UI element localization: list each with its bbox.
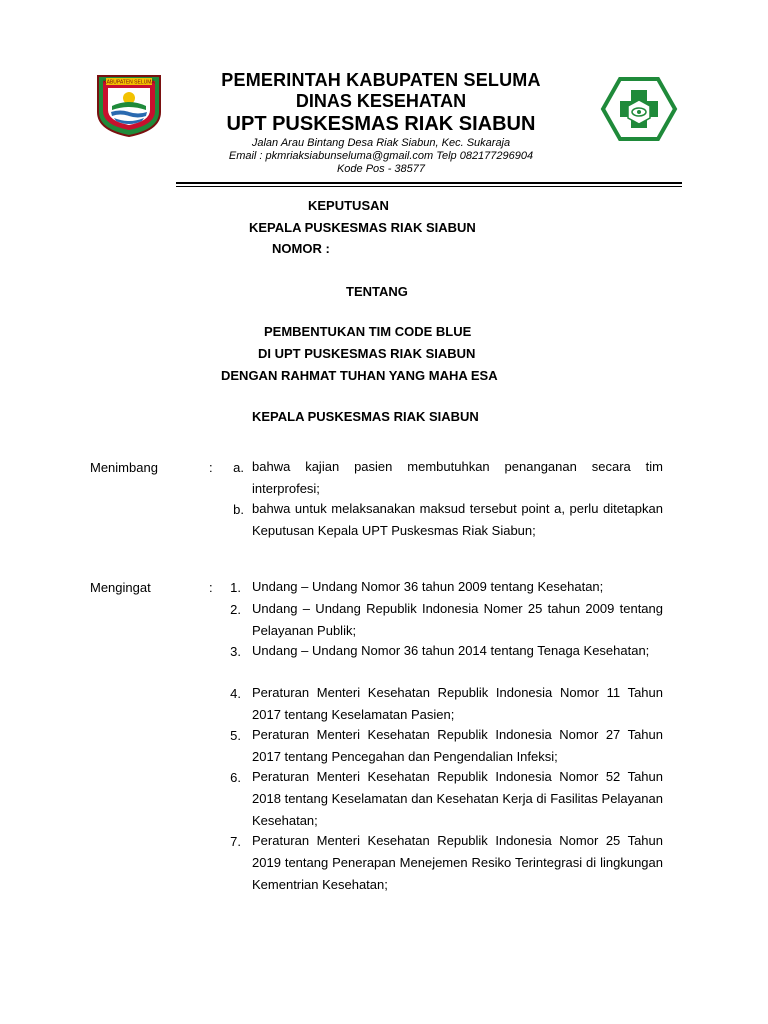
letterhead-address: Jalan Arau Bintang Desa Riak Siabun, Kec. Sukaraja bbox=[251, 137, 511, 149]
mengingat-item-6: Peraturan Menteri Kesehatan Republik Indonesia Nomor 52 Tahun 2018 tentang Keselamatan dan Kesehatan Kerja di Fasilitas Pelayanan Kesehatan; bbox=[252, 769, 663, 828]
mengingat-item-5: Peraturan Menteri Kesehatan Republik Indonesia Nomor 27 Tahun 2017 tentang Pencegahan dan Pengendalian Infeksi; bbox=[252, 727, 663, 764]
puskesmas-logo-icon bbox=[600, 76, 678, 142]
title-nomor: NOMOR : bbox=[272, 241, 330, 256]
mengingat-item-4: Peraturan Menteri Kesehatan Republik Indonesia Nomor 11 Tahun 2017 tentang Keselamatan Pasien; bbox=[252, 685, 663, 722]
mengingat-item-3: Undang – Undang Nomor 36 tahun 2014 tentang Tenaga Kesehatan; bbox=[252, 643, 650, 658]
letterhead-department: DINAS KESEHATAN bbox=[295, 91, 467, 111]
title-subject-line2: DI UPT PUSKESMAS RIAK SIABUN bbox=[258, 346, 476, 361]
mengingat-mark-7: 7. bbox=[230, 834, 241, 849]
mengingat-mark-4: 4. bbox=[230, 686, 241, 701]
mengingat-label: Mengingat bbox=[90, 580, 151, 595]
title-tentang: TENTANG bbox=[346, 284, 408, 299]
mengingat-mark-1: 1. bbox=[230, 580, 241, 595]
letterhead-rule-thick bbox=[176, 182, 682, 184]
menimbang-item-a: bahwa kajian pasien membutuhkan penanganan secara tim interprofesi; bbox=[252, 459, 663, 496]
seluma-emblem-icon bbox=[94, 72, 164, 138]
letterhead bbox=[170, 70, 592, 176]
mengingat-mark-2: 2. bbox=[230, 602, 241, 617]
mengingat-mark-6: 6. bbox=[230, 770, 241, 785]
menimbang-mark-a: a. bbox=[233, 460, 244, 475]
title-issuer-repeat: KEPALA PUSKESMAS RIAK SIABUN bbox=[252, 409, 479, 424]
mengingat-mark-5: 5. bbox=[230, 728, 241, 743]
title-keputusan: KEPUTUSAN bbox=[308, 198, 389, 213]
title-subject-line1: PEMBENTUKAN TIM CODE BLUE bbox=[264, 324, 472, 339]
menimbang-item-b: bahwa untuk melaksanakan maksud tersebut point a, perlu ditetapkan Keputusan Kepala UPT Puskesmas Riak Siabun; bbox=[252, 501, 663, 538]
title-issuer: KEPALA PUSKESMAS RIAK SIABUN bbox=[249, 220, 476, 235]
letterhead-contact: Email : pkmriaksiabunseluma@gmail.com Telp 082177296904 bbox=[228, 150, 534, 162]
letterhead-postal: Kode Pos - 38577 bbox=[336, 163, 426, 175]
letterhead-institution: UPT PUSKESMAS RIAK SIABUN bbox=[226, 113, 536, 135]
svg-text:KABUPATEN SELUMA: KABUPATEN SELUMA bbox=[103, 79, 155, 86]
mengingat-mark-3: 3. bbox=[230, 644, 241, 659]
menimbang-mark-b: b. bbox=[233, 502, 244, 517]
mengingat-colon: : bbox=[209, 580, 213, 595]
title-invocation: DENGAN RAHMAT TUHAN YANG MAHA ESA bbox=[221, 368, 498, 383]
menimbang-label: Menimbang bbox=[90, 460, 158, 475]
menimbang-colon: : bbox=[209, 460, 213, 475]
mengingat-item-1: Undang – Undang Nomor 36 tahun 2009 tentang Kesehatan; bbox=[252, 579, 604, 594]
letterhead-government: PEMERINTAH KABUPATEN SELUMA bbox=[221, 70, 541, 90]
mengingat-item-2: Undang – Undang Republik Indonesia Nomer 25 tahun 2009 tentang Pelayanan Publik; bbox=[252, 601, 663, 638]
mengingat-item-7: Peraturan Menteri Kesehatan Republik Indonesia Nomor 25 Tahun 2019 tentang Penerapan Menejemen Resiko Terintegrasi di lingkungan Kementrian Kesehatan; bbox=[252, 833, 663, 892]
letterhead-rule-thin bbox=[176, 186, 682, 187]
